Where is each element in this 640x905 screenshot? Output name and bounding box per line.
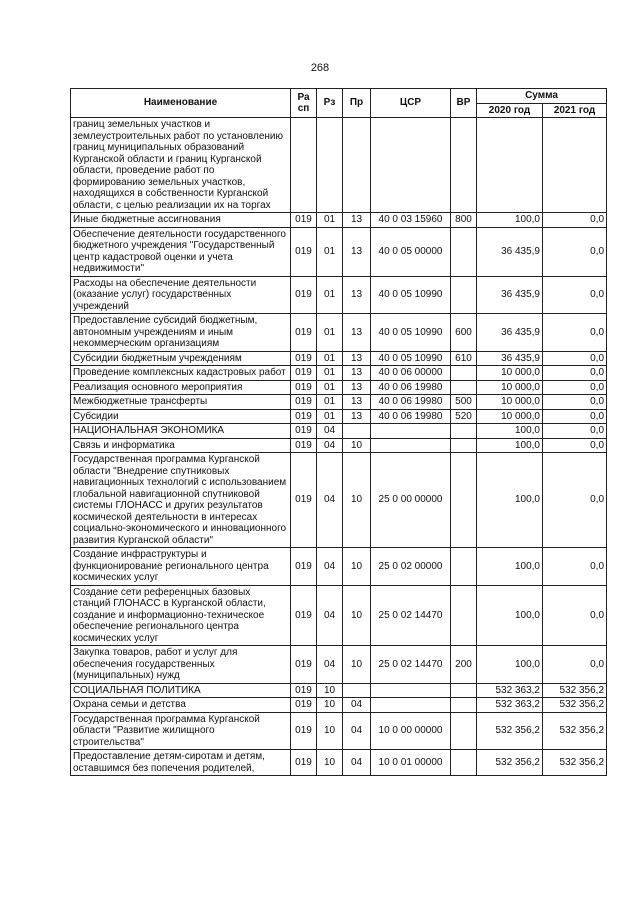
table-row bbox=[71, 438, 607, 453]
cell-vr bbox=[451, 118, 477, 213]
cell-pr: 10 bbox=[343, 438, 371, 453]
cell-rz: 01 bbox=[317, 213, 343, 228]
cell-y2021: 532 356,2 bbox=[543, 750, 607, 776]
cell-pr: 13 bbox=[343, 227, 371, 276]
cell-csr: 40 0 05 10990 bbox=[371, 351, 451, 366]
table-row bbox=[71, 314, 607, 352]
cell-rz: 01 bbox=[317, 380, 343, 395]
cell-y2021: 0,0 bbox=[543, 585, 607, 646]
cell-rasp: 019 bbox=[291, 227, 317, 276]
cell-y2021: 0,0 bbox=[543, 314, 607, 352]
cell-y2021 bbox=[543, 118, 607, 213]
cell-vr bbox=[451, 750, 477, 776]
cell-pr: 13 bbox=[343, 395, 371, 410]
cell-y2020 bbox=[477, 118, 543, 213]
cell-y2021: 0,0 bbox=[543, 438, 607, 453]
cell-vr bbox=[451, 712, 477, 750]
cell-csr bbox=[371, 698, 451, 713]
table-row bbox=[71, 395, 607, 410]
cell-vr bbox=[451, 698, 477, 713]
table-row bbox=[71, 548, 607, 586]
cell-y2020: 10 000,0 bbox=[477, 395, 543, 410]
cell-rasp: 019 bbox=[291, 548, 317, 586]
table-row bbox=[71, 712, 607, 750]
cell-vr: 500 bbox=[451, 395, 477, 410]
cell-name: Закупка товаров, работ и услуг для обеспечения государственных (муниципальных) нужд bbox=[71, 646, 291, 684]
cell-name: Обеспечение деятельности государственного бюджетного учреждения "Государственный центр кадастровой оценки и учета недвижимости" bbox=[71, 227, 291, 276]
cell-y2020: 100,0 bbox=[477, 438, 543, 453]
cell-y2020: 100,0 bbox=[477, 548, 543, 586]
cell-y2020: 36 435,9 bbox=[477, 227, 543, 276]
cell-vr bbox=[451, 227, 477, 276]
cell-y2020: 36 435,9 bbox=[477, 276, 543, 314]
cell-rz: 01 bbox=[317, 366, 343, 381]
cell-rasp: 019 bbox=[291, 213, 317, 228]
header-sum: Сумма bbox=[477, 89, 607, 104]
cell-csr: 40 0 05 10990 bbox=[371, 276, 451, 314]
cell-y2020: 36 435,9 bbox=[477, 314, 543, 352]
header-2020: 2020 год bbox=[477, 103, 543, 118]
cell-pr: 13 bbox=[343, 351, 371, 366]
cell-y2021: 0,0 bbox=[543, 213, 607, 228]
cell-csr: 40 0 06 19980 bbox=[371, 409, 451, 424]
page-number: 268 bbox=[310, 62, 330, 74]
header-rasp: Ра сп bbox=[291, 89, 317, 118]
cell-pr bbox=[343, 118, 371, 213]
cell-y2021: 0,0 bbox=[543, 646, 607, 684]
cell-name: Иные бюджетные ассигнования bbox=[71, 213, 291, 228]
cell-rz: 10 bbox=[317, 712, 343, 750]
cell-rz bbox=[317, 118, 343, 213]
table-row bbox=[71, 453, 607, 548]
table-row bbox=[71, 118, 607, 213]
header-vr: ВР bbox=[451, 89, 477, 118]
cell-vr: 200 bbox=[451, 646, 477, 684]
cell-rasp: 019 bbox=[291, 276, 317, 314]
cell-rz: 10 bbox=[317, 750, 343, 776]
cell-csr: 40 0 05 10990 bbox=[371, 314, 451, 352]
cell-name: НАЦИОНАЛЬНАЯ ЭКОНОМИКА bbox=[71, 424, 291, 439]
cell-rasp: 019 bbox=[291, 351, 317, 366]
cell-rasp: 019 bbox=[291, 438, 317, 453]
cell-y2021: 532 356,2 bbox=[543, 698, 607, 713]
cell-rasp: 019 bbox=[291, 646, 317, 684]
cell-y2020: 532 363,2 bbox=[477, 698, 543, 713]
cell-y2021: 0,0 bbox=[543, 453, 607, 548]
cell-name: Субсидии бюджетным учреждениям bbox=[71, 351, 291, 366]
cell-rasp: 019 bbox=[291, 453, 317, 548]
cell-pr: 10 bbox=[343, 646, 371, 684]
cell-rasp: 019 bbox=[291, 409, 317, 424]
cell-pr bbox=[343, 424, 371, 439]
header-rz: Рз bbox=[317, 89, 343, 118]
cell-rasp bbox=[291, 118, 317, 213]
cell-rasp: 019 bbox=[291, 314, 317, 352]
cell-vr bbox=[451, 585, 477, 646]
cell-y2020: 10 000,0 bbox=[477, 380, 543, 395]
cell-y2021: 532 356,2 bbox=[543, 683, 607, 698]
cell-csr bbox=[371, 118, 451, 213]
cell-name: Расходы на обеспечение деятельности (оказание услуг) государственных учреждений bbox=[71, 276, 291, 314]
cell-name: Создание сети референцных базовых станций ГЛОНАСС в Курганской области, создание и информационно-техническое обеспечение регионального центра космических услуг bbox=[71, 585, 291, 646]
table-row bbox=[71, 213, 607, 228]
cell-y2021: 0,0 bbox=[543, 409, 607, 424]
cell-y2021: 0,0 bbox=[543, 424, 607, 439]
cell-rz: 01 bbox=[317, 395, 343, 410]
cell-y2020: 36 435,9 bbox=[477, 351, 543, 366]
cell-name: границ земельных участков и землеустроительных работ по установлению границ муниципальных образований Курганской области и границ Курганской области, проведение работ по формированию земельных участков, находящихся в собственности Курганской области, с целью реализации их на торгах bbox=[71, 118, 291, 213]
cell-csr bbox=[371, 683, 451, 698]
cell-rasp: 019 bbox=[291, 424, 317, 439]
cell-vr bbox=[451, 548, 477, 586]
cell-y2020: 532 356,2 bbox=[477, 712, 543, 750]
table-row bbox=[71, 380, 607, 395]
cell-pr: 10 bbox=[343, 453, 371, 548]
header-2021: 2021 год bbox=[543, 103, 607, 118]
cell-name: Охрана семьи и детства bbox=[71, 698, 291, 713]
header-csr: ЦСР bbox=[371, 89, 451, 118]
cell-csr bbox=[371, 424, 451, 439]
cell-csr: 25 0 02 14470 bbox=[371, 585, 451, 646]
cell-y2021: 0,0 bbox=[543, 548, 607, 586]
cell-pr: 04 bbox=[343, 750, 371, 776]
cell-name: Субсидии bbox=[71, 409, 291, 424]
cell-y2020: 100,0 bbox=[477, 453, 543, 548]
cell-y2021: 0,0 bbox=[543, 366, 607, 381]
table-row bbox=[71, 646, 607, 684]
cell-rz: 04 bbox=[317, 453, 343, 548]
cell-y2020: 100,0 bbox=[477, 646, 543, 684]
cell-csr: 40 0 06 19980 bbox=[371, 395, 451, 410]
table-row bbox=[71, 227, 607, 276]
header-name: Наименование bbox=[71, 89, 291, 118]
cell-name: Предоставление субсидий бюджетным, автономным учреждениям и иным некоммерческим организациям bbox=[71, 314, 291, 352]
table-row bbox=[71, 424, 607, 439]
cell-rz: 01 bbox=[317, 351, 343, 366]
cell-csr: 40 0 05 00000 bbox=[371, 227, 451, 276]
cell-vr bbox=[451, 438, 477, 453]
cell-rz: 01 bbox=[317, 409, 343, 424]
cell-rasp: 019 bbox=[291, 750, 317, 776]
cell-rz: 04 bbox=[317, 585, 343, 646]
table-row bbox=[71, 276, 607, 314]
cell-csr: 10 0 00 00000 bbox=[371, 712, 451, 750]
cell-vr: 600 bbox=[451, 314, 477, 352]
cell-rz: 01 bbox=[317, 227, 343, 276]
table-row bbox=[71, 698, 607, 713]
cell-vr bbox=[451, 276, 477, 314]
cell-pr: 13 bbox=[343, 314, 371, 352]
cell-y2020: 532 363,2 bbox=[477, 683, 543, 698]
cell-vr: 800 bbox=[451, 213, 477, 228]
cell-y2020: 100,0 bbox=[477, 424, 543, 439]
cell-rz: 10 bbox=[317, 683, 343, 698]
cell-name: СОЦИАЛЬНАЯ ПОЛИТИКА bbox=[71, 683, 291, 698]
cell-vr bbox=[451, 424, 477, 439]
table-row bbox=[71, 750, 607, 776]
cell-y2020: 532 356,2 bbox=[477, 750, 543, 776]
cell-y2021: 532 356,2 bbox=[543, 712, 607, 750]
cell-name: Государственная программа Курганской области "Внедрение спутниковых навигационных технологий с использованием глобальной навигационной спутниковой системы ГЛОНАСС и других результатов космической деятельности в интересах социально-экономического и инновационного развития Курганской области" bbox=[71, 453, 291, 548]
cell-y2021: 0,0 bbox=[543, 227, 607, 276]
cell-y2020: 10 000,0 bbox=[477, 366, 543, 381]
cell-y2020: 10 000,0 bbox=[477, 409, 543, 424]
cell-rasp: 019 bbox=[291, 395, 317, 410]
table-row bbox=[71, 366, 607, 381]
cell-vr: 610 bbox=[451, 351, 477, 366]
cell-y2021: 0,0 bbox=[543, 380, 607, 395]
cell-rasp: 019 bbox=[291, 380, 317, 395]
cell-name: Предоставление детям-сиротам и детям, оставшимся без попечения родителей, bbox=[71, 750, 291, 776]
cell-pr bbox=[343, 683, 371, 698]
cell-pr: 13 bbox=[343, 276, 371, 314]
cell-pr: 13 bbox=[343, 366, 371, 381]
cell-y2020: 100,0 bbox=[477, 213, 543, 228]
cell-rz: 01 bbox=[317, 314, 343, 352]
cell-name: Межбюджетные трансферты bbox=[71, 395, 291, 410]
cell-vr bbox=[451, 453, 477, 548]
cell-csr bbox=[371, 438, 451, 453]
cell-csr: 25 0 00 00000 bbox=[371, 453, 451, 548]
cell-rasp: 019 bbox=[291, 698, 317, 713]
cell-pr: 04 bbox=[343, 698, 371, 713]
cell-rasp: 019 bbox=[291, 585, 317, 646]
cell-pr: 13 bbox=[343, 213, 371, 228]
budget-table bbox=[70, 88, 607, 776]
cell-vr bbox=[451, 380, 477, 395]
cell-vr: 520 bbox=[451, 409, 477, 424]
cell-csr: 10 0 01 00000 bbox=[371, 750, 451, 776]
cell-vr bbox=[451, 683, 477, 698]
table-row bbox=[71, 585, 607, 646]
cell-rz: 01 bbox=[317, 276, 343, 314]
cell-pr: 10 bbox=[343, 585, 371, 646]
cell-vr bbox=[451, 366, 477, 381]
cell-name: Государственная программа Курганской области "Развитие жилищного строительства" bbox=[71, 712, 291, 750]
table-row bbox=[71, 351, 607, 366]
cell-name: Проведение комплексных кадастровых работ bbox=[71, 366, 291, 381]
table-body bbox=[71, 118, 607, 776]
table-row bbox=[71, 409, 607, 424]
cell-name: Создание инфраструктуры и функционирование регионального центра космических услуг bbox=[71, 548, 291, 586]
cell-pr: 04 bbox=[343, 712, 371, 750]
cell-y2020: 100,0 bbox=[477, 585, 543, 646]
header-pr: Пр bbox=[343, 89, 371, 118]
cell-name: Реализация основного мероприятия bbox=[71, 380, 291, 395]
table-row bbox=[71, 683, 607, 698]
cell-rz: 04 bbox=[317, 438, 343, 453]
cell-csr: 25 0 02 00000 bbox=[371, 548, 451, 586]
cell-rasp: 019 bbox=[291, 683, 317, 698]
cell-y2021: 0,0 bbox=[543, 395, 607, 410]
cell-rasp: 019 bbox=[291, 366, 317, 381]
cell-rasp: 019 bbox=[291, 712, 317, 750]
cell-y2021: 0,0 bbox=[543, 276, 607, 314]
cell-csr: 25 0 02 14470 bbox=[371, 646, 451, 684]
cell-y2021: 0,0 bbox=[543, 351, 607, 366]
cell-csr: 40 0 03 15960 bbox=[371, 213, 451, 228]
cell-rz: 04 bbox=[317, 548, 343, 586]
cell-pr: 13 bbox=[343, 409, 371, 424]
cell-csr: 40 0 06 00000 bbox=[371, 366, 451, 381]
cell-pr: 10 bbox=[343, 548, 371, 586]
cell-name: Связь и информатика bbox=[71, 438, 291, 453]
cell-pr: 13 bbox=[343, 380, 371, 395]
cell-rz: 04 bbox=[317, 424, 343, 439]
cell-rz: 10 bbox=[317, 698, 343, 713]
cell-csr: 40 0 06 19980 bbox=[371, 380, 451, 395]
cell-rz: 04 bbox=[317, 646, 343, 684]
